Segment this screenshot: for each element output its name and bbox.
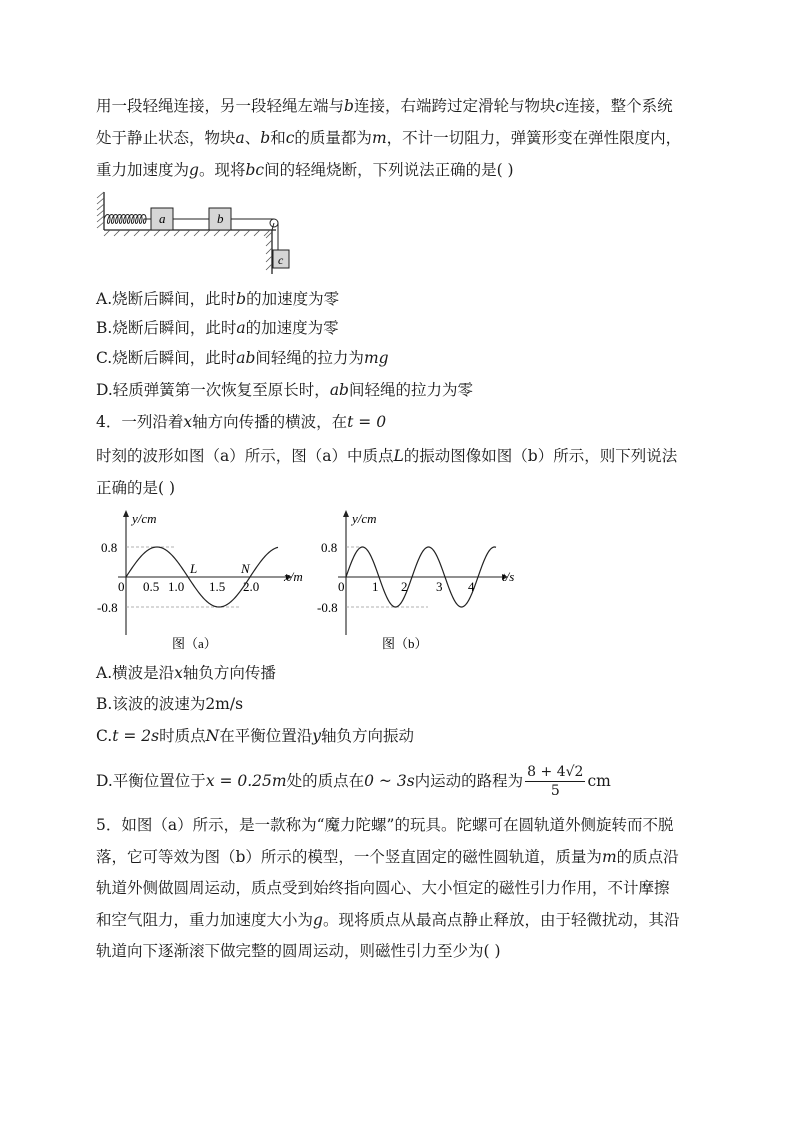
q4-option-a xyxy=(96,663,276,683)
var: b xyxy=(260,129,271,147)
text: 间轻绳的拉力为 xyxy=(255,349,364,367)
text: 间轻绳的拉力为零 xyxy=(348,381,473,399)
var: a xyxy=(235,129,245,147)
text: A.烧断后瞬间，此时 xyxy=(96,290,237,308)
t-tick-3: 3 xyxy=(436,579,443,594)
text: 的振动图像如图（b）所示，则下列说法 xyxy=(403,447,678,465)
q5-line-1: 5．如图（a）所示，是一款称为“魔力陀螺”的玩具。陀螺可在圆轨道外侧旋转而不脱 xyxy=(96,816,674,834)
var: ab xyxy=(329,381,349,399)
q4-line-3: 正确的是( ) xyxy=(96,479,176,497)
var: bc xyxy=(245,161,265,179)
block-c-label: c xyxy=(278,253,284,267)
fraction xyxy=(525,763,585,800)
text: 的质量都为 xyxy=(294,129,372,147)
math: 0 ~ 3s xyxy=(364,772,415,790)
numerator: 8 + 4√2 xyxy=(527,763,584,780)
floor-hatching xyxy=(104,230,270,236)
q5-line-3: 轨道外侧做圆周运动，质点受到始终指向圆心、大小恒定的磁性引力作用，不计摩擦 xyxy=(96,879,670,897)
t-tick-2: 2 xyxy=(401,579,408,594)
point-l-label: L xyxy=(190,561,198,576)
var: b xyxy=(236,290,247,308)
q4-line-1 xyxy=(96,412,386,432)
text: 和空气阻力，重力加速度大小为 xyxy=(96,911,314,929)
text: 落，它可等效为图（b）所示的模型，一个竖直固定的磁性圆轨道，质量为 xyxy=(96,848,602,866)
spring-block-pulley-diagram xyxy=(96,188,296,274)
spring xyxy=(104,215,151,224)
y-tick-top: 0.8 xyxy=(101,540,118,555)
var: x xyxy=(174,664,183,682)
y-tick-top: 0.8 xyxy=(321,540,338,555)
q3-line-2 xyxy=(96,128,681,148)
var: c xyxy=(555,97,565,115)
var: y xyxy=(312,727,321,745)
var: m xyxy=(371,129,387,147)
text: 的加速度为零 xyxy=(245,319,339,337)
text: 重力加速度为 xyxy=(96,161,190,179)
block-a-label: a xyxy=(159,211,166,226)
wall-hatching xyxy=(97,192,104,228)
x-tick-10: 1.0 xyxy=(168,579,185,594)
var: a xyxy=(236,319,246,337)
figure-b-caption: 图（b） xyxy=(382,636,428,651)
wave-graph-b xyxy=(316,505,526,655)
var: g xyxy=(189,161,199,179)
q4-line-2 xyxy=(96,446,677,466)
var: m xyxy=(601,848,617,866)
q4-option-c xyxy=(96,726,414,746)
var: N xyxy=(205,727,220,745)
q3-line-1 xyxy=(96,96,673,116)
q5-line-4 xyxy=(96,910,679,930)
text: 内运动的路程为 xyxy=(414,772,524,790)
denominator: 5 xyxy=(550,782,560,799)
q3-option-b xyxy=(96,318,339,338)
text: 、 xyxy=(244,129,261,147)
text: A.横波是沿 xyxy=(96,664,175,682)
t-tick-4: 4 xyxy=(468,579,475,594)
x-tick-05: 0.5 xyxy=(143,579,160,594)
text: 处的质点在 xyxy=(286,772,365,790)
text: 连接，右端跨过定滑轮与物块 xyxy=(353,97,556,115)
y-tick-bottom: -0.8 xyxy=(317,600,338,615)
text: B.烧断后瞬间，此时 xyxy=(96,319,237,337)
var: g xyxy=(313,911,323,929)
math: x = 0.25m xyxy=(205,772,287,790)
t-tick-0: 0 xyxy=(338,579,345,594)
text: 。现将 xyxy=(198,161,246,179)
wave-graph-a xyxy=(96,505,316,655)
text: 处于静止状态，物块 xyxy=(96,129,236,147)
text: D.轻质弹簧第一次恢复至原长时， xyxy=(96,381,330,399)
block-b-label: b xyxy=(217,211,224,226)
t-axis-label: t/s xyxy=(502,569,515,584)
q4-option-b: B.该波的波速为2m/s xyxy=(96,695,244,713)
x-tick-20: 2.0 xyxy=(243,579,260,594)
text: 轴方向传播的横波，在 xyxy=(192,413,348,431)
math: t = 2s xyxy=(112,727,160,745)
y-axis-arrow xyxy=(123,510,129,517)
text: 轴负方向振动 xyxy=(320,727,414,745)
q3-option-a xyxy=(96,289,339,309)
text: 的质点沿 xyxy=(616,848,679,866)
y-tick-bottom: -0.8 xyxy=(97,600,118,615)
q3-line-3 xyxy=(96,160,514,180)
text: 时质点 xyxy=(159,727,206,745)
text: 在平衡位置沿 xyxy=(219,727,313,745)
unit: cm xyxy=(587,772,611,790)
var: ab xyxy=(236,349,256,367)
point-n-label: N xyxy=(241,561,250,576)
var: x xyxy=(183,413,193,431)
text: C. xyxy=(96,727,113,745)
q3-option-c xyxy=(96,348,389,368)
var: b xyxy=(344,97,354,115)
text: ，不计一切阻力，弹簧形变在弹性限度内， xyxy=(386,129,682,147)
var: L xyxy=(393,447,404,465)
text: 的加速度为零 xyxy=(246,290,340,308)
edge-hatching xyxy=(266,232,272,270)
q4-option-d xyxy=(96,760,611,802)
t-tick-1: 1 xyxy=(372,579,379,594)
q3-option-d xyxy=(96,380,473,400)
figure-a-caption: 图（a） xyxy=(172,636,217,651)
text: 时刻的波形如图（a）所示，图（a）中质点 xyxy=(96,447,394,465)
var: mg xyxy=(363,349,389,367)
text: 4．一列沿着 xyxy=(96,413,184,431)
text: 连接，整个系统 xyxy=(564,97,673,115)
y-axis-label: y/cm xyxy=(352,511,377,526)
q5-line-5: 轨道向下逐渐滚下做完整的圆周运动，则磁性引力至少为( ) xyxy=(96,942,501,960)
q5-line-2 xyxy=(96,847,679,867)
x-axis-label: x/m xyxy=(284,569,303,584)
var: c xyxy=(285,129,295,147)
text: 和 xyxy=(270,129,286,147)
x-tick-15: 1.5 xyxy=(209,579,226,594)
text: 轴负方向传播 xyxy=(182,664,276,682)
x-tick-0: 0 xyxy=(118,579,125,594)
text: 。现将质点从最高点静止释放，由于轻微扰动，其沿 xyxy=(322,911,680,929)
text: D.平衡位置位于 xyxy=(96,772,206,790)
text: 间的轻绳烧断，下列说法正确的是( ) xyxy=(264,161,514,179)
y-axis-label: y/cm xyxy=(132,511,157,526)
y-axis-arrow xyxy=(343,510,349,517)
text: 用一段轻绳连接，另一段轻绳左端与 xyxy=(96,97,345,115)
var: t = 0 xyxy=(347,413,387,431)
text: C.烧断后瞬间，此时 xyxy=(96,349,237,367)
